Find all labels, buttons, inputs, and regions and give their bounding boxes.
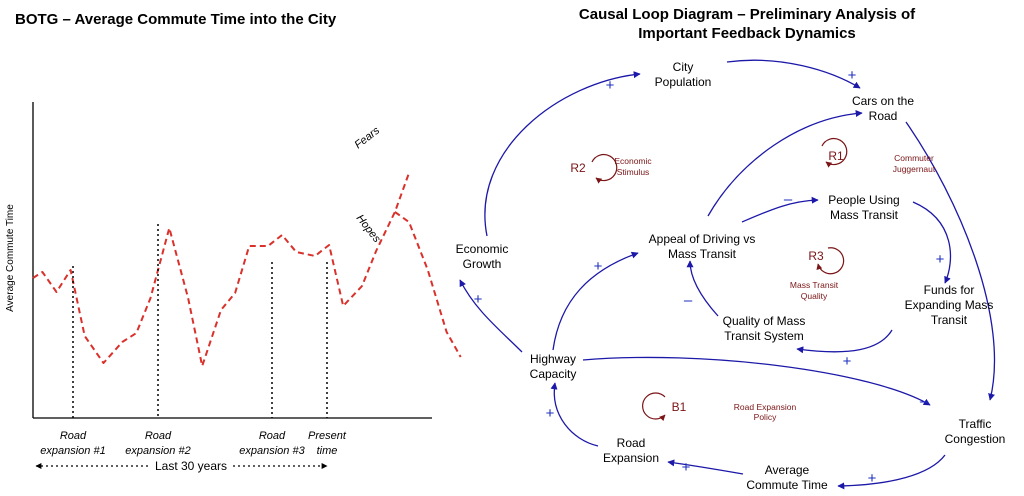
- svg-text:Quality: Quality: [800, 291, 828, 301]
- node-economic-growth: [456, 242, 509, 271]
- milestone-label: expansion #1: [40, 445, 106, 457]
- svg-text:R1: R1: [828, 149, 844, 163]
- svg-text:Population: Population: [654, 75, 712, 89]
- polarity-plus: +: [545, 405, 555, 422]
- cld-title-line2: Important Feedback Dynamics: [638, 25, 856, 42]
- svg-text:Highway: Highway: [529, 352, 577, 366]
- node-cars-on-road: [852, 94, 914, 123]
- svg-text:Economic: Economic: [455, 242, 509, 256]
- polarity-plus: +: [681, 459, 691, 476]
- scenario-fears: Fears: [352, 124, 383, 152]
- svg-text:Road Expansion: Road Expansion: [733, 402, 797, 412]
- milestone-label: expansion #3: [239, 445, 305, 457]
- node-funds-for-mass-transit: [905, 283, 994, 327]
- botg-title: BOTG – Average Commute Time into the City: [15, 11, 337, 28]
- milestone-label: Present: [308, 430, 346, 442]
- link-appeal-masstransit: [742, 200, 818, 222]
- svg-text:Congestion: Congestion: [944, 432, 1006, 446]
- series-line-hopes: [395, 212, 461, 357]
- node-highway-capacity: [530, 352, 577, 381]
- polarity-plus: +: [842, 353, 852, 370]
- loop-b1-icon: [643, 393, 665, 419]
- svg-text:Stimulus: Stimulus: [616, 167, 650, 177]
- svg-text:Commuter: Commuter: [894, 153, 934, 163]
- svg-text:Transit: Transit: [930, 313, 968, 327]
- scenario-hopes: Hopes: [353, 212, 383, 245]
- node-traffic-congestion: [945, 417, 1006, 446]
- svg-text:Mass Transit: Mass Transit: [829, 208, 899, 222]
- milestone-label: Road: [144, 430, 172, 442]
- polarity-minus: –: [919, 393, 929, 410]
- y-axis-label: Average Commute Time: [5, 204, 16, 312]
- cld-title-line1: Causal Loop Diagram – Preliminary Analysis of: [578, 6, 916, 23]
- svg-text:Appeal of Driving vs: Appeal of Driving vs: [648, 232, 756, 246]
- link-commute-expansion: [668, 462, 743, 474]
- link-funds-quality: [797, 330, 892, 352]
- node-people-using-mass-transit: [828, 193, 899, 222]
- polarity-minus: –: [683, 292, 693, 309]
- polarity-minus: –: [783, 191, 793, 208]
- svg-text:Mass Transit: Mass Transit: [667, 247, 737, 261]
- loop-r1: [822, 139, 936, 174]
- node-appeal-of-driving: [649, 232, 756, 261]
- svg-text:Expanding Mass: Expanding Mass: [904, 298, 994, 312]
- svg-text:People Using: People Using: [828, 193, 900, 207]
- loop-r3: [790, 248, 844, 301]
- node-city-population: [655, 60, 712, 89]
- svg-text:Traffic: Traffic: [958, 417, 992, 431]
- link-quality-appeal: [690, 261, 718, 316]
- node-road-expansion: [603, 436, 659, 465]
- svg-text:City: City: [672, 60, 694, 74]
- link-congestion-commute: [838, 455, 945, 486]
- botg-panel: [5, 11, 461, 473]
- botg-series: [33, 173, 461, 366]
- link-capacity-congestion: [583, 357, 930, 405]
- polarity-plus: +: [847, 67, 857, 84]
- loop-b1: [643, 393, 797, 422]
- svg-text:Funds for: Funds for: [923, 283, 975, 297]
- milestone-label: expansion #2: [125, 445, 191, 457]
- svg-text:Transit System: Transit System: [724, 329, 804, 343]
- milestone-label: Road: [258, 430, 286, 442]
- svg-text:Quality of Mass: Quality of Mass: [722, 314, 806, 328]
- milestone-label: time: [316, 445, 338, 457]
- node-average-commute-time: [746, 463, 828, 492]
- link-masstransit-funds: [913, 202, 950, 283]
- svg-text:Road: Road: [868, 109, 898, 123]
- link-expansion-capacity: [554, 383, 598, 446]
- svg-text:Mass Transit: Mass Transit: [789, 280, 839, 290]
- svg-text:Road: Road: [616, 436, 646, 450]
- polarity-plus: +: [605, 77, 615, 94]
- series-line-history-fears: [33, 173, 409, 366]
- svg-text:B1: B1: [671, 400, 687, 414]
- svg-text:Economic: Economic: [614, 156, 652, 166]
- svg-text:Expansion: Expansion: [602, 451, 660, 465]
- svg-text:Policy: Policy: [753, 412, 777, 422]
- svg-text:Growth: Growth: [462, 257, 502, 271]
- svg-text:Average: Average: [764, 463, 810, 477]
- svg-text:Juggernaut: Juggernaut: [892, 164, 936, 174]
- loop-r2: [570, 155, 652, 181]
- svg-text:R3: R3: [808, 249, 824, 263]
- cld-panel: [456, 6, 1006, 492]
- link-population-cars: [727, 60, 860, 88]
- svg-text:Capacity: Capacity: [529, 367, 577, 381]
- polarity-plus: +: [935, 251, 945, 268]
- link-growth-population: [485, 74, 640, 236]
- loop-r2-icon: [592, 155, 617, 181]
- link-capacity-growth: [460, 280, 522, 352]
- span-label: Last 30 years: [154, 459, 228, 473]
- svg-text:Cars on the: Cars on the: [851, 94, 915, 108]
- polarity-plus: +: [473, 291, 483, 308]
- svg-text:Commute Time: Commute Time: [746, 478, 828, 492]
- polarity-plus: +: [867, 470, 877, 487]
- node-quality-of-mass-transit: [723, 314, 806, 343]
- svg-text:R2: R2: [570, 161, 586, 175]
- milestone-label: Road: [59, 430, 87, 442]
- polarity-plus: +: [593, 258, 603, 275]
